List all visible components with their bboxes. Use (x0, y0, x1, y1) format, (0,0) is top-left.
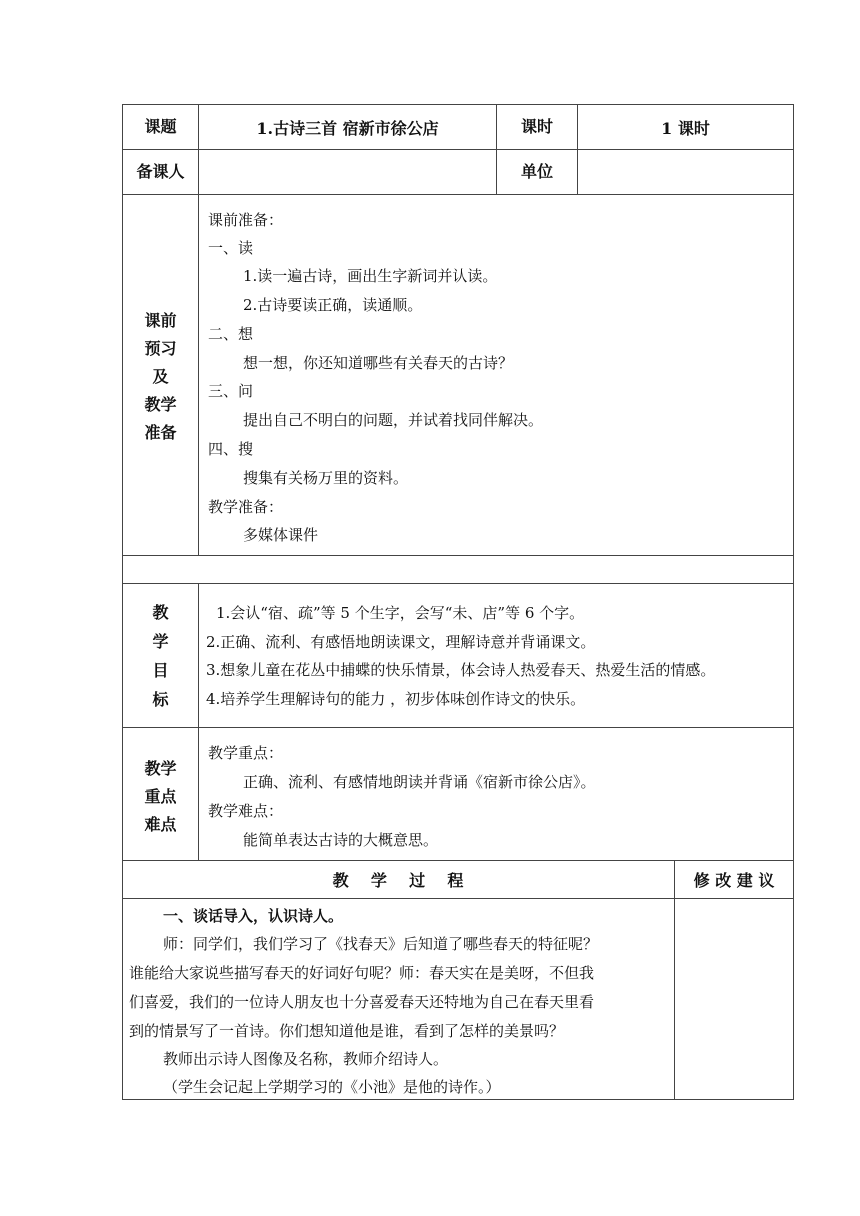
preview-line: 四、搜 (208, 440, 254, 458)
preview-line: 教学准备： (208, 498, 284, 516)
keypoints-label: 教学 重点 难点 (144, 759, 177, 834)
preview-line: 课前准备： (208, 211, 284, 229)
topic-label: 课题 (144, 117, 177, 136)
preview-line: 多媒体课件 (243, 526, 319, 544)
period-value: 1 课时 (661, 118, 710, 138)
process-line: 们喜爱，我们的一位诗人朋友也十分喜爱春天还特地为自己在春天里看 (129, 993, 595, 1011)
preview-line: 三、问 (208, 382, 254, 400)
preview-line: 2.古诗要读正确，读通顺。 (243, 296, 423, 314)
goal-line: 3.想象儿童在花丛中捕蝶的快乐情景，体会诗人热爱春天、热爱生活的情感。 (206, 661, 716, 679)
preparer-label: 备课人 (136, 162, 185, 181)
preview-line: 想一想，你还知道哪些有关春天的古诗？ (243, 354, 514, 372)
goals-label: 教 学 目 标 (152, 603, 169, 709)
preview-label: 课前 预习 及 教学 准备 (144, 311, 177, 442)
process-line: 教师出示诗人图像及名称，教师介绍诗人。 (163, 1050, 449, 1068)
period-label: 课时 (520, 117, 553, 136)
preview-line: 1.读一遍古诗，画出生字新词并认读。 (243, 267, 498, 285)
keypoint-line: 教学重点： (208, 744, 284, 762)
unit-label: 单位 (520, 162, 553, 181)
process-header: 教 学 过 程 (332, 871, 464, 890)
process-section-title: 一、谈话导入，认识诗人。 (163, 907, 344, 925)
suggest-cell (675, 899, 793, 1099)
keypoint-line: 正确、流利、有感情地朗读并背诵《宿新市徐公店》。 (243, 773, 596, 791)
process-line: 到的情景写了一首诗。你们想知道他是谁，看到了怎样的美景吗？ (129, 1022, 565, 1040)
preview-line: 搜集有关杨万里的资料。 (243, 469, 409, 487)
goal-line: 2.正确、流利、有感悟地朗读课文，理解诗意并背诵课文。 (206, 633, 596, 651)
goal-line: 1.会认“宿、疏”等 5 个生字，会写“未、店”等 6 个字。 (216, 604, 585, 622)
topic-value: 1.古诗三首 宿新市徐公店 (256, 118, 439, 138)
suggest-header: 修 改 建 议 (693, 871, 775, 890)
process-line: 师：同学们，我们学习了《找春天》后知道了哪些春天的特征呢？ (163, 935, 599, 953)
preview-line: 提出自己不明白的问题，并试着找同伴解决。 (243, 411, 544, 429)
keypoint-line: 能简单表达古诗的大概意思。 (243, 831, 439, 849)
preview-line: 二、想 (208, 325, 254, 343)
preview-line: 一、读 (208, 239, 254, 257)
unit-value (578, 149, 793, 195)
process-line: （学生会记起上学期学习的《小池》是他的诗作。） (163, 1078, 501, 1096)
process-line: 谁能给大家说些描写春天的好词好句呢？师：春天实在是美呀，不但我 (129, 964, 595, 982)
goal-line: 4.培养学生理解诗句的能力 ，初步体味创作诗文的快乐。 (206, 690, 586, 708)
keypoint-line: 教学难点： (208, 802, 284, 820)
preparer-value (199, 149, 496, 195)
